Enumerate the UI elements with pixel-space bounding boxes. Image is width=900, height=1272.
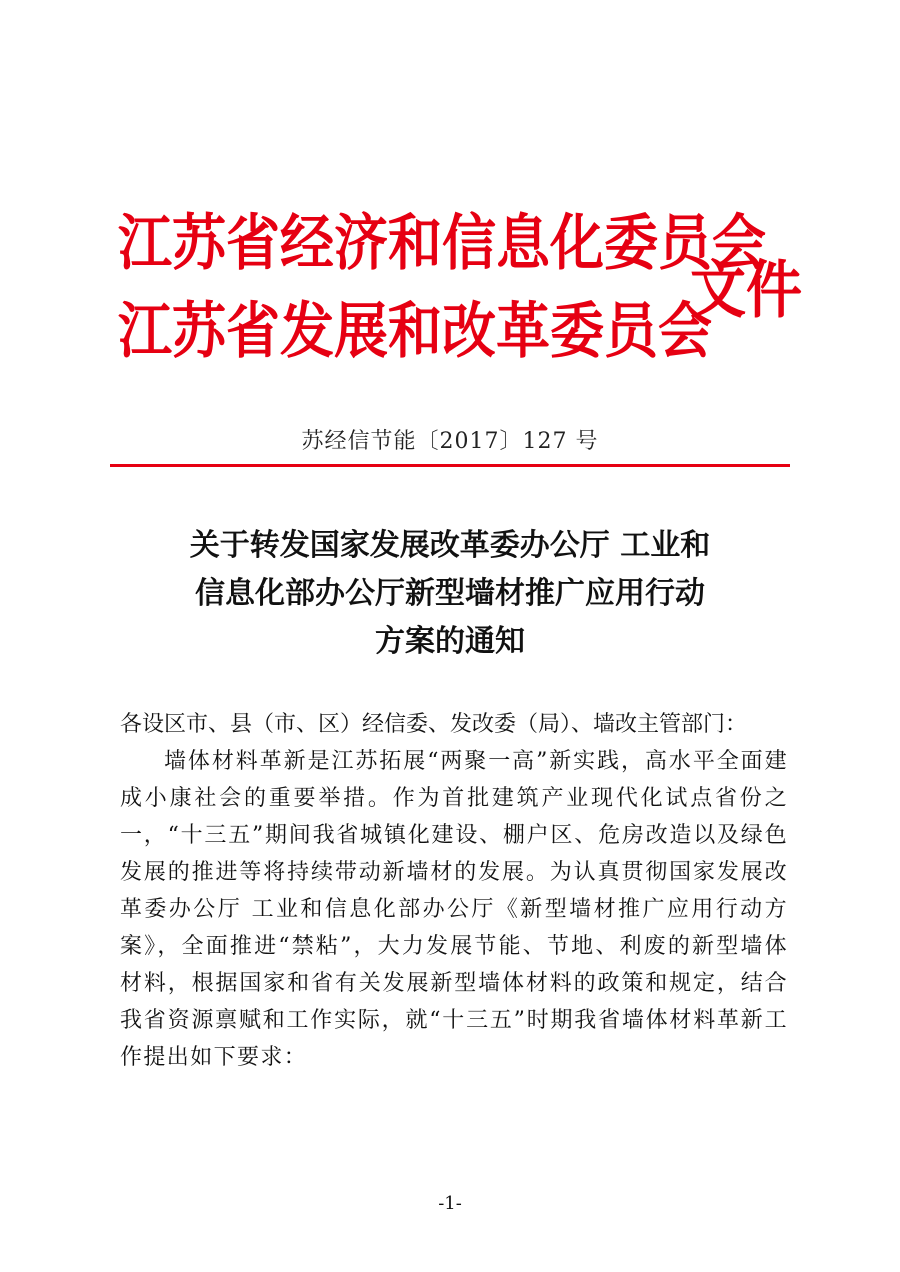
issuer-name-2: 江苏省发展和改革委员会 <box>118 295 712 366</box>
body-paragraph: 墙体材料革新是江苏拓展“两聚一高”新实践，高水平全面建成小康社会的重要举措。作为首批建筑产业现代化试点省份之一，“十三五”期间我省城镇化建设、棚户区、危房改造以及绿色发展的推进等将持续带动新墙材的发展。为认真贯彻国家发展改革委办公厅 工业和信息化部办公厅《新型墙材推广应用行动方案》，全面推进“禁粘”，大力发展节能、节地、利废的新型墙体材料，根据国家和省有关发展新型墙体材料的政策和规定，结合我省资源禀赋和工作实际，就“十三五”时期我省墙体材料革新工作提出如下要求： <box>120 749 788 1070</box>
document-header <box>118 196 802 376</box>
title-line-1: 关于转发国家发展改革委办公厅 工业和 <box>189 528 711 563</box>
document-number: 苏经信节能〔2017〕127 号 <box>301 429 599 454</box>
red-divider-rule <box>110 464 790 467</box>
document-title <box>100 522 800 666</box>
document-type-word: 文件 <box>690 254 802 328</box>
issuer-name-1: 江苏省经济和信息化委员会 <box>118 207 766 278</box>
title-line-3: 方案的通知 <box>375 624 525 659</box>
title-line-2: 信息化部办公厅新型墙材推广应用行动 <box>195 576 705 611</box>
page-number: -1- <box>438 1193 462 1214</box>
salutation: 各设区市、县（市、区）经信委、发改委（局）、墙改主管部门： <box>120 712 748 737</box>
document-body <box>120 706 788 1076</box>
